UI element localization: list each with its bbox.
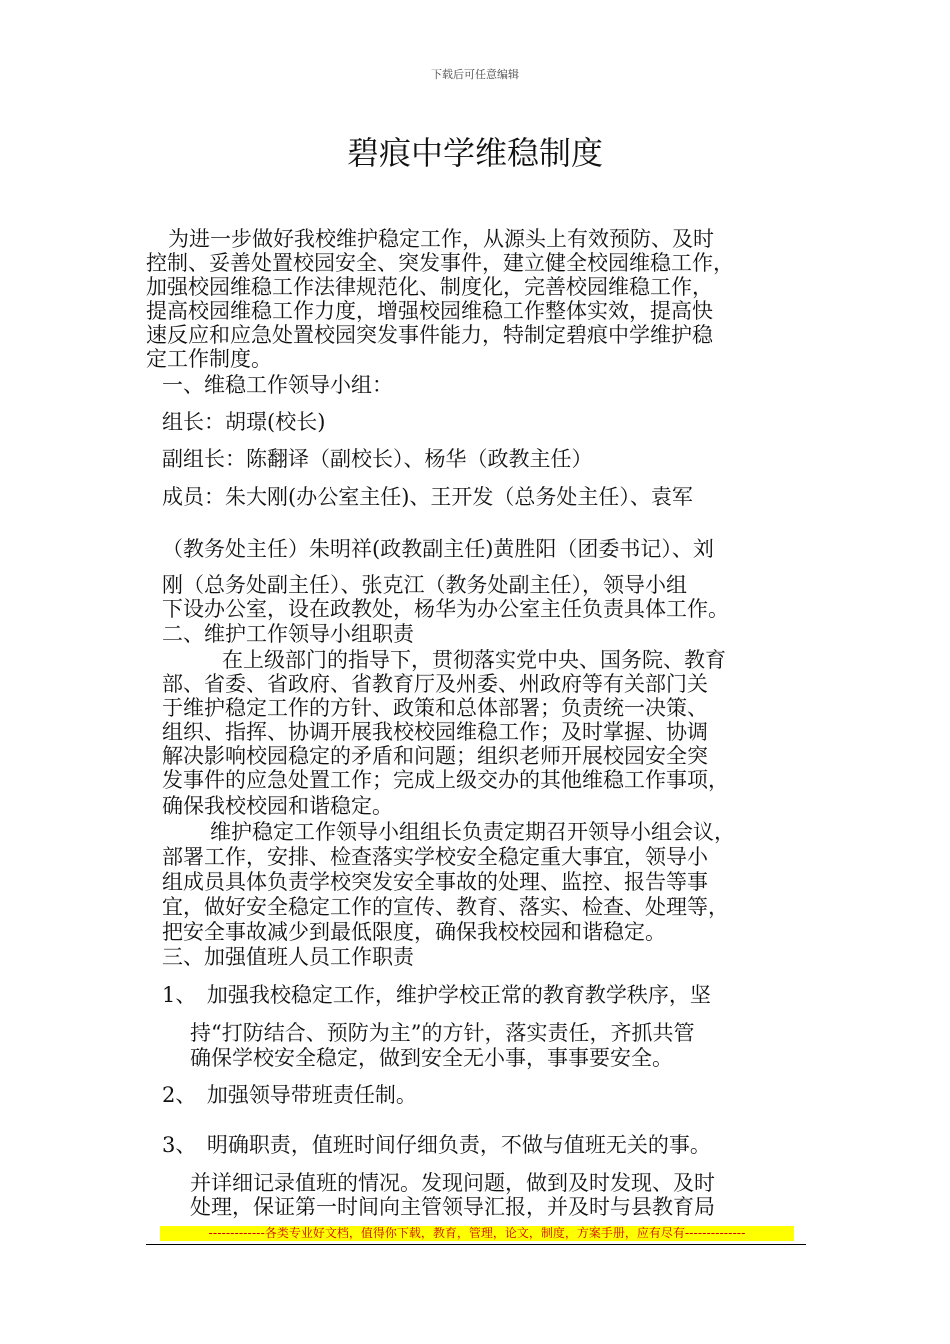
- text-line: 发事件的应急处置工作；完成上级交办的其他维稳工作事项，: [162, 768, 729, 792]
- text-line: 确保学校安全稳定，做到安全无小事，事事要安全。: [190, 1046, 673, 1070]
- text-line: 把安全事故减少到最低限度，确保我校校园和谐稳定。: [162, 920, 666, 944]
- text-line: 加强校园维稳工作法律规范化、制度化，完善校园维稳工作，: [146, 275, 713, 299]
- text-line: 二、维护工作领导小组职责: [162, 622, 414, 646]
- text-line: 刚（总务处副主任）、张克江（教务处副主任），领导小组: [162, 573, 687, 597]
- text-line: （教务处主任）朱明祥(政教副主任)黄胜阳（团委书记）、刘: [162, 537, 714, 561]
- footer-banner: -------------各类专业好文档，值得你下载，教育，管理，论文，制度，方案手册，应有尽有--------------: [160, 1226, 794, 1241]
- text-line: 组织、指挥、协调开展我校校园维稳工作；及时掌握、协调: [162, 720, 708, 744]
- text-line: 速反应和应急处置校园突发事件能力，特制定碧痕中学维护稳: [146, 323, 713, 347]
- text-line: 三、加强值班人员工作职责: [162, 945, 414, 969]
- text-line: 维护稳定工作领导小组组长负责定期召开领导小组会议，: [210, 820, 735, 844]
- document-title: 碧痕中学维稳制度: [346, 134, 603, 172]
- text-line: 3、 明确职责，值班时间仔细负责，不做与值班无关的事。: [162, 1133, 711, 1157]
- footer-divider: [146, 1244, 806, 1245]
- text-line: 于维护稳定工作的方针、政策和总体部署；负责统一决策、: [162, 696, 708, 720]
- text-line: 处理，保证第一时间向主管领导汇报，并及时与县教育局: [190, 1195, 715, 1219]
- text-line: 提高校园维稳工作力度，增强校园维稳工作整体实效，提高快: [146, 299, 713, 323]
- text-line: 部署工作，安排、检查落实学校安全稳定重大事宜，领导小: [162, 845, 708, 869]
- text-line: 持“打防结合、预防为主”的方针，落实责任，齐抓共管: [190, 1021, 695, 1045]
- text-line: 成员：朱大刚(办公室主任)、王开发（总务处主任）、袁军: [162, 485, 693, 509]
- text-line: 组成员具体负责学校突发安全事故的处理、监控、报告等事: [162, 870, 708, 894]
- text-line: 部、省委、省政府、省教育厅及州委、州政府等有关部门关: [162, 672, 708, 696]
- text-line: 在上级部门的指导下，贯彻落实党中央、国务院、教育: [222, 648, 726, 672]
- text-line: 为进一步做好我校维护稳定工作，从源头上有效预防、及时: [168, 227, 714, 251]
- text-line: 组长：胡璟(校长): [162, 410, 326, 434]
- text-line: 一、维稳工作领导小组：: [162, 373, 393, 397]
- text-line: 控制、妥善处置校园安全、突发事件，建立健全校园维稳工作，: [146, 251, 734, 275]
- text-line: 2、 加强领导带班责任制。: [162, 1083, 417, 1107]
- text-line: 宜，做好安全稳定工作的宣传、教育、落实、检查、处理等，: [162, 895, 729, 919]
- text-line: 副组长：陈翻译（副校长）、杨华（政教主任）: [162, 447, 593, 471]
- page-header: 下载后可任意编辑: [431, 68, 519, 81]
- text-line: 并详细记录值班的情况。发现问题，做到及时发现、及时: [190, 1171, 715, 1195]
- text-line: 1、 加强我校稳定工作，维护学校正常的教育教学秩序，坚: [162, 983, 711, 1007]
- text-line: 定工作制度。: [146, 347, 272, 371]
- text-line: 下设办公室，设在政教处，杨华为办公室主任负责具体工作。: [162, 597, 729, 621]
- text-line: 解决影响校园稳定的矛盾和问题；组织老师开展校园安全突: [162, 744, 708, 768]
- text-line: 确保我校校园和谐稳定。: [162, 794, 393, 818]
